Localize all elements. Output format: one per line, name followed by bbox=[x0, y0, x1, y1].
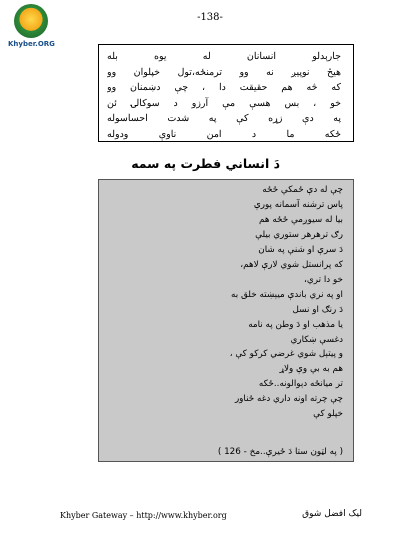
poem-line: دَ سرې او شنې په شان bbox=[258, 244, 343, 255]
poem-line: تر ميانځه دېوالونه..ځكه bbox=[258, 379, 343, 390]
verse-line: هيڅ نوپيږ نه وو ترمنځه،تول خپلوان وو bbox=[107, 66, 341, 78]
logo-text: Khyber.ORG bbox=[8, 40, 55, 48]
footer-author: ليک افضل شوق bbox=[302, 509, 362, 519]
poem-line: پاس ترشنه آسمانه پورې bbox=[253, 199, 343, 210]
poem-line: يا مذهب او دَ وطن په نامه bbox=[248, 319, 343, 330]
poem-title: دَ انساني فطرت په سمه bbox=[131, 156, 280, 171]
poem-line: خو دا تري، bbox=[304, 274, 343, 285]
poem-box bbox=[98, 179, 354, 462]
poem-line: و پيتېل شوي غرضي كركو كې ، bbox=[229, 349, 343, 360]
verse-line: خو ، بس هسې مې آرزو د سوكالۍ ئن bbox=[107, 97, 341, 109]
verse-line: په دې زړه كې په شدت احساسوله bbox=[107, 113, 341, 125]
poem-line: چې له دې ځمكې ځځه bbox=[262, 185, 343, 195]
poem-line: دغسې ښكاري bbox=[290, 334, 343, 345]
poem-line: هم به بې وې ولاړ bbox=[279, 364, 343, 375]
top-verse-box bbox=[98, 44, 354, 142]
verse-line: جارېدلو انسانان له يوه بله bbox=[107, 51, 341, 62]
poem-line: دَ رنګ او نسل bbox=[292, 304, 343, 315]
poem-line: او په نري باندې ميېښته خلق به bbox=[231, 289, 343, 300]
poem-line: خپلو كې bbox=[313, 409, 343, 420]
poem-line: رګ ترهرهر ستوري بيلې bbox=[255, 229, 343, 240]
poem-line: چې چرته اونه داري دغه ځناور bbox=[234, 394, 343, 405]
page-number: -138- bbox=[197, 12, 223, 23]
poem-citation: ( په لټون ستا دَ ځيرې..مخ - 126 ) bbox=[217, 447, 343, 457]
verse-line: ځكه ما د امن ناوې ودوله bbox=[107, 128, 341, 140]
poem-line: بيا له سيوږمې ځځه هم bbox=[259, 214, 343, 225]
verse-line: كه څه هم حقيقت دا ، چې دښمنان وو bbox=[107, 82, 341, 94]
poem-line: كه پرانستل شوي لارې لاهم، bbox=[240, 259, 343, 270]
footer-source-link: Khyber Gateway – http://www.khyber.org bbox=[60, 511, 227, 520]
